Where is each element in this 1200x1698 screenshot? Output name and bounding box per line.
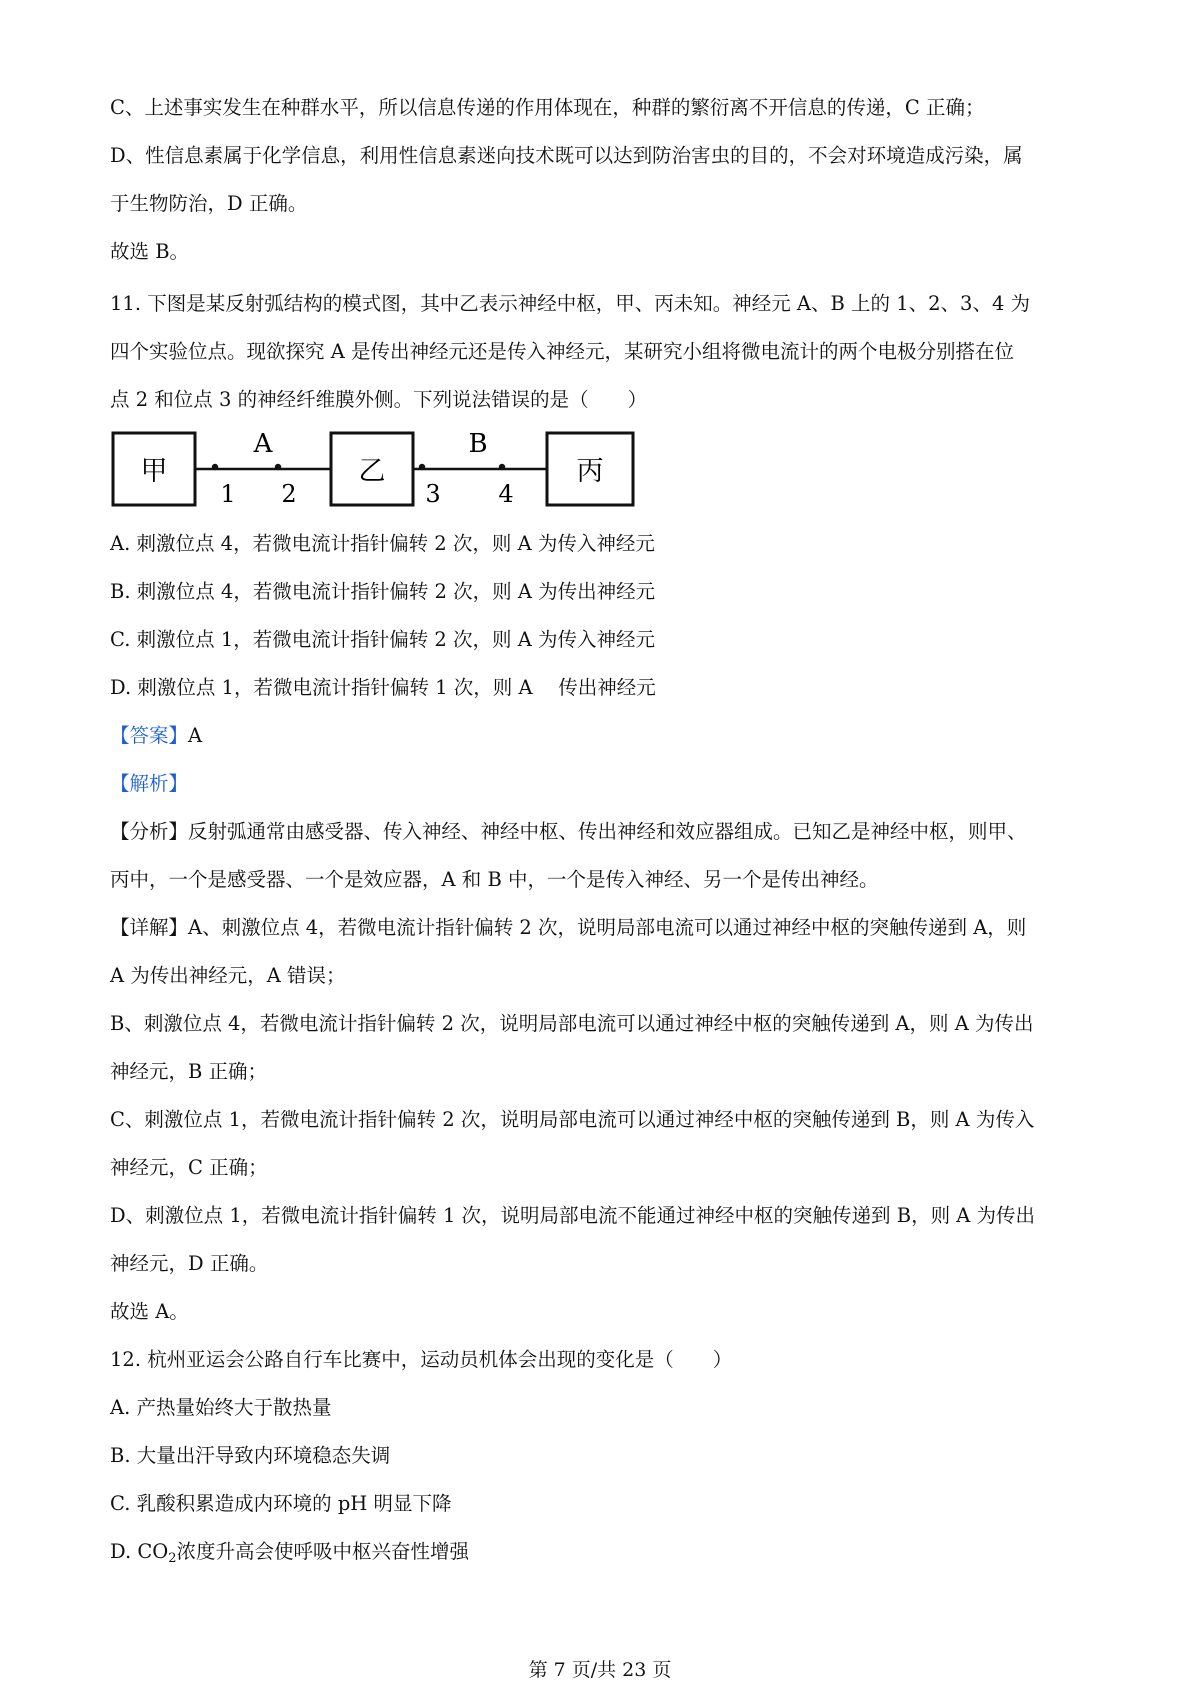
- analysis-line: 丙中，一个是感受器、一个是效应器，A 和 B 中，一个是传入神经、另一个是传出神经。: [110, 868, 879, 891]
- point-1-dot: [212, 464, 218, 470]
- q12-option-d: [110, 1537, 469, 1574]
- answer-label: 【答案】: [110, 724, 189, 747]
- analysis-line: 故选 A。: [110, 1300, 189, 1323]
- text-line: 故选 B。: [110, 240, 190, 263]
- point-3-dot: [419, 464, 425, 470]
- q12-option-a: A. 产热量始终大于散热量: [110, 1396, 332, 1419]
- analysis-line: D、刺激位点 1，若微电流计指针偏转 1 次，说明局部电流不能通过神经中枢的突触传递到 B，则 A 为传出: [110, 1204, 1036, 1227]
- option-d: D. 刺激位点 1，若微电流计指针偏转 1 次，则 A 传出神经元: [110, 676, 656, 699]
- answer-value: A: [188, 724, 203, 747]
- box-jia-label: 甲: [140, 456, 168, 487]
- text-line: 于生物防治，D 正确。: [110, 192, 308, 215]
- text-line: D、性信息素属于化学信息，利用性信息素迷向技术既可以达到防治害虫的目的，不会对环境造成污染，属: [110, 144, 1023, 167]
- analysis-line: 神经元，B 正确；: [110, 1060, 268, 1083]
- question-11-stem: 点 2 和位点 3 的神经纤维膜外侧。下列说法错误的是（ ）: [110, 388, 648, 411]
- q12-option-d-subscript: 2: [168, 1551, 177, 1566]
- question-11-stem: 四个实验位点。现欲探究 A 是传出神经元还是传入神经元，某研究小组将微电流计的两个电极分别搭在位: [110, 340, 1014, 363]
- neuron-b-label: B: [468, 430, 488, 459]
- option-c: C. 刺激位点 1，若微电流计指针偏转 2 次，则 A 为传入神经元: [110, 628, 656, 651]
- point-3-label: 3: [425, 480, 441, 508]
- q12-option-b: B. 大量出汗导致内环境稳态失调: [110, 1444, 391, 1467]
- box-bing-label: 丙: [576, 456, 604, 487]
- q12-option-d-prefix: D. CO: [110, 1540, 169, 1563]
- analysis-line: 【分析】反射弧通常由感受器、传入神经、神经中枢、传出神经和效应器组成。已知乙是神经中枢，则甲、: [110, 820, 1027, 843]
- text-line: C、上述事实发生在种群水平，所以信息传递的作用体现在，种群的繁衍离不开信息的传递，C 正确；: [110, 96, 985, 119]
- analysis-line: A 为传出神经元，A 错误；: [110, 964, 346, 987]
- analysis-line: 神经元，D 正确。: [110, 1252, 269, 1275]
- answer-line: [110, 721, 202, 751]
- analysis-line: 【详解】A、刺激位点 4，若微电流计指针偏转 2 次，说明局部电流可以通过神经中枢的突触传递到 A，则: [110, 916, 1027, 939]
- q12-option-d-rest: 浓度升高会使呼吸中枢兴奋性增强: [176, 1540, 470, 1563]
- neuron-a-label: A: [253, 430, 273, 459]
- q12-option-c: C. 乳酸积累造成内环境的 pH 明显下降: [110, 1492, 452, 1515]
- option-a: A. 刺激位点 4，若微电流计指针偏转 2 次，则 A 为传入神经元: [110, 532, 655, 555]
- box-yi-label: 乙: [358, 456, 386, 487]
- question-11-stem: 11. 下图是某反射弧结构的模式图，其中乙表示神经中枢，甲、丙未知。神经元 A、B 上的 1、2、3、4 为: [110, 292, 1031, 315]
- reflex-arc-diagram: [110, 430, 640, 516]
- option-b: B. 刺激位点 4，若微电流计指针偏转 2 次，则 A 为传出神经元: [110, 580, 656, 603]
- point-4-dot: [499, 464, 505, 470]
- point-2-dot: [275, 464, 281, 470]
- analysis-line: 神经元，C 正确；: [110, 1156, 268, 1179]
- analysis-label: 【解析】: [110, 772, 189, 795]
- question-12-stem: 12. 杭州亚运会公路自行车比赛中，运动员机体会出现的变化是（ ）: [110, 1348, 733, 1371]
- analysis-line: B、刺激位点 4，若微电流计指针偏转 2 次，说明局部电流可以通过神经中枢的突触传递到 A，则 A 为传出: [110, 1012, 1034, 1035]
- point-1-label: 1: [220, 480, 236, 508]
- page-footer: 第 7 页/共 23 页: [528, 1659, 672, 1681]
- point-4-label: 4: [498, 480, 514, 508]
- point-2-label: 2: [281, 480, 297, 508]
- analysis-line: C、刺激位点 1，若微电流计指针偏转 2 次，说明局部电流可以通过神经中枢的突触传递到 B，则 A 为传入: [110, 1108, 1035, 1131]
